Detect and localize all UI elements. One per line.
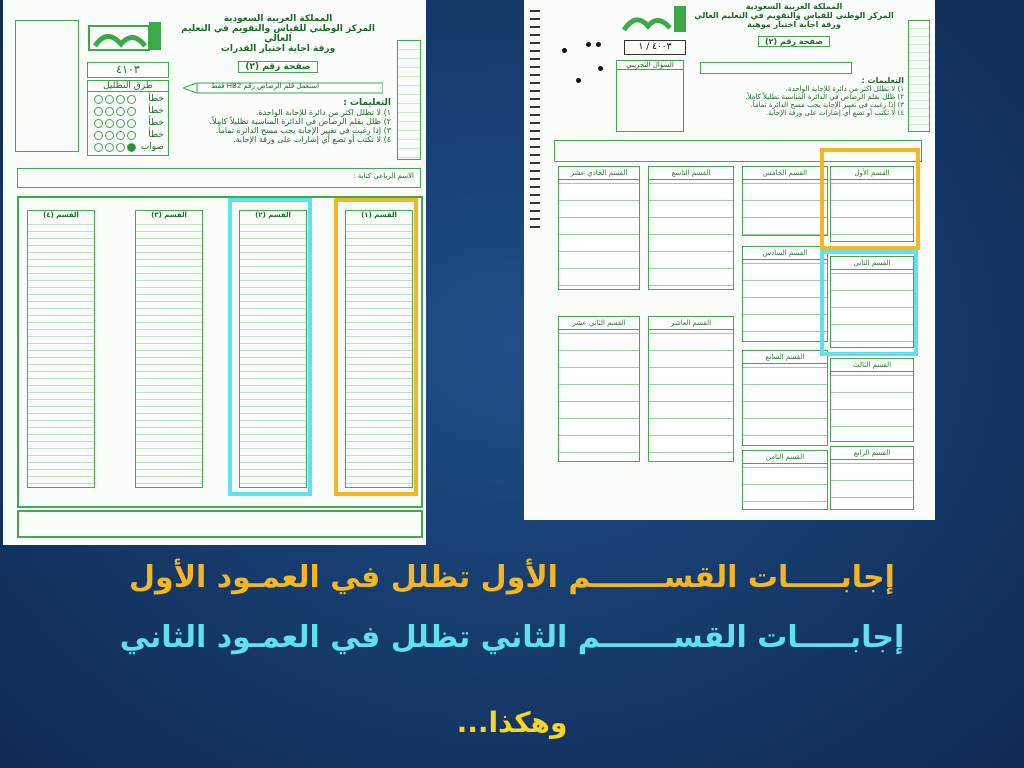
pencil-note-text: استعمل قلم الرصاص رقم HB2 فقط [211,82,320,90]
trial-question-box [616,60,684,132]
instructions-block [171,98,391,144]
section-5 [742,166,828,236]
photo-box [15,20,79,152]
highlight-section-1-right [820,148,920,250]
id-bubble-column [397,40,421,160]
instruction-item: ٤) لا تكتب أو تضع أي إشارات على ورقة الإجابة. [233,135,391,144]
header-line-2: المركز الوطني للقياس والتقويم في التعليم العالي [694,11,894,20]
correction-row [92,142,164,152]
section-column-4 [27,210,95,488]
page-number-label: صفحة رقم (٢) [758,36,830,47]
correction-row [92,130,164,140]
id-bubble-column [908,20,930,132]
left-header [173,14,383,73]
section-title: القسم الثاني عشر [559,317,639,330]
correction-label: خطأ [148,130,164,140]
caption-line-2: إجابـــــات القســـــــم الثاني تظلل في العمـود الثاني [119,620,905,655]
name-label: الاسم الرباعي كتابة : [353,172,414,180]
correction-row [92,106,164,116]
pencil-note [700,62,852,74]
caption-line-3: وهكذا... [456,706,568,739]
section-9 [558,166,640,290]
correction-label: صواب [140,142,164,152]
caption-line-1: إجابـــــات القســـــــم الأول تظلل في العمـود الأول [129,560,895,595]
correction-label: خطأ [148,118,164,128]
section-title: القسم (٣) [136,211,202,219]
section-title: القسم الأول [831,167,913,180]
instruction-item: ٣) إذا رغبت في تغيير الإجابة يجب مسح الدائرة تماماً. [215,126,391,135]
section-title: القسم الثامن [743,451,827,464]
correction-label: خطأ [148,106,164,116]
highlight-section-2-left [228,198,312,496]
qiyas-logo [87,18,167,58]
trial-question-title: السؤال التجريبي [617,61,683,70]
section-3 [830,358,914,442]
header-line-2: المركز الوطني للقياس والتقويم في التعليم العالي [181,24,375,44]
section-title: القسم (٢) [240,211,306,219]
section-title: القسم التاسع [649,167,733,180]
instruction-item: ٢) ظلل بقلم الرصاص في الدائرة المناسبة تظليلاً كاملاً. [209,117,391,126]
section-title: القسم السابع [743,351,827,364]
instruction-item: ٢) ظلل بقلم الرصاص في الدائرة المناسبة تظليلاً كاملاً. [745,93,904,101]
correction-methods-box [87,80,169,156]
highlight-section-1-left [334,198,418,496]
header-line-1: المملكة العربية السعودية [745,2,843,11]
section-8 [648,166,734,290]
section-title: القسم السادس [743,247,827,260]
correction-row [92,118,164,128]
header-line-1: المملكة العربية السعودية [223,14,333,24]
section-6 [742,246,828,342]
section-12 [558,316,640,462]
highlight-section-2-right [820,250,918,356]
section-title: القسم الثاني [831,257,913,270]
section-column-3 [135,210,203,488]
header-line-3: ورقة اجابة اختبار القدرات [220,44,336,54]
section-title: القسم الحادي عشر [559,167,639,180]
bottom-field [17,510,423,538]
qiyas-logo [620,4,690,38]
page-number-label: صفحة رقم (٢) [238,61,317,73]
instructions-title: التعليمات : [343,98,391,108]
section-title: القسم الثالث [831,359,913,372]
instruction-item: ٣) إذا رغبت في تغيير الإجابة يجب مسح الدائرة تماماً. [750,101,904,109]
instruction-item: ١) لا تظلل اكثر من دائرة للإجابة الواحدة. [785,85,904,93]
section-title: القسم العاشر [649,317,733,330]
section-title: القسم الخامس [743,167,827,180]
form-number: ٤٠٠٣ / ١ [624,40,686,55]
correction-label: خطأ [148,94,164,104]
section-title: القسم (١) [346,211,412,219]
form-number: ٤١٠٣ [87,62,169,78]
header-line-3: ورقة اجابة اختبار موهبة [747,20,841,29]
pencil-note [183,80,383,94]
section-title: القسم (٤) [28,211,94,219]
correction-row [92,94,164,104]
section-4 [830,446,914,510]
section-10 [648,316,734,462]
section-7 [742,350,828,446]
timing-marks [530,4,540,234]
correction-title: طرق التظليل [88,81,168,92]
section-title: القسم الرابع [831,447,913,460]
section-8b [742,450,828,510]
instructions-block [694,76,904,117]
name-field [17,168,421,188]
right-header [694,2,894,48]
instruction-item: ٤) لا تكتب أو تضع أي إشارات على ورقة الإجابة. [765,109,904,117]
instruction-item: ١) لا تظلل اكثر من دائرة للإجابة الواحدة. [255,108,391,117]
alignment-dots [558,38,608,88]
instructions-title: التعليمات : [861,76,904,85]
